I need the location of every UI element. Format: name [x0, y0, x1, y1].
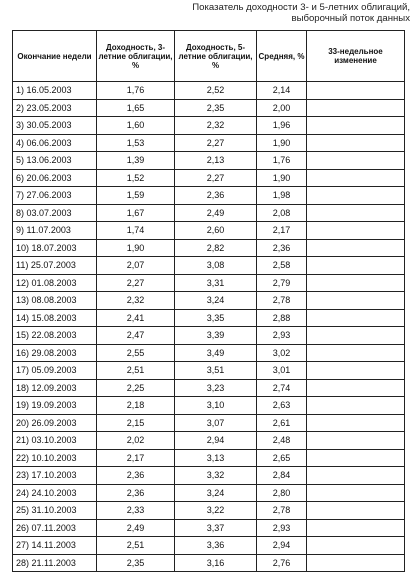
cell-week-end: 26) 07.11.2003	[13, 519, 97, 537]
caption-line-2: выборочный поток данных	[291, 13, 410, 24]
cell-yield-3y: 2,47	[97, 327, 175, 345]
cell-yield-5y: 2,32	[175, 117, 257, 135]
cell-yield-5y: 3,08	[175, 257, 257, 275]
cell-33-week-change	[307, 327, 405, 345]
cell-yield-3y: 2,51	[97, 362, 175, 380]
cell-average: 2,94	[257, 537, 307, 555]
cell-average: 1,90	[257, 169, 307, 187]
cell-yield-5y: 3,51	[175, 362, 257, 380]
cell-week-end: 17) 05.09.2003	[13, 362, 97, 380]
table-row	[13, 99, 405, 117]
cell-yield-5y: 3,07	[175, 414, 257, 432]
cell-33-week-change	[307, 344, 405, 362]
table-caption	[192, 2, 410, 24]
cell-week-end: 25) 31.10.2003	[13, 502, 97, 520]
cell-yield-5y: 2,60	[175, 222, 257, 240]
cell-week-end: 1) 16.05.2003	[13, 82, 97, 100]
header-yield-3y: Доходность, 3-летние облигации, %	[97, 31, 175, 82]
cell-yield-3y: 2,36	[97, 467, 175, 485]
table-row	[13, 327, 405, 345]
cell-week-end: 11) 25.07.2003	[13, 257, 97, 275]
cell-week-end: 24) 24.10.2003	[13, 484, 97, 502]
cell-yield-3y: 2,33	[97, 502, 175, 520]
cell-average: 1,90	[257, 134, 307, 152]
cell-week-end: 13) 08.08.2003	[13, 292, 97, 310]
cell-week-end: 4) 06.06.2003	[13, 134, 97, 152]
cell-yield-5y: 2,49	[175, 204, 257, 222]
cell-yield-3y: 2,27	[97, 274, 175, 292]
cell-33-week-change	[307, 274, 405, 292]
cell-yield-3y: 2,02	[97, 432, 175, 450]
cell-yield-3y: 1,39	[97, 152, 175, 170]
cell-average: 2,88	[257, 309, 307, 327]
table-header-row	[13, 31, 405, 82]
cell-average: 2,08	[257, 204, 307, 222]
cell-yield-3y: 1,59	[97, 187, 175, 205]
table-row	[13, 519, 405, 537]
cell-yield-5y: 2,13	[175, 152, 257, 170]
table-row	[13, 414, 405, 432]
cell-yield-5y: 3,49	[175, 344, 257, 362]
table-row	[13, 467, 405, 485]
cell-33-week-change	[307, 484, 405, 502]
cell-33-week-change	[307, 239, 405, 257]
table-row	[13, 484, 405, 502]
cell-average: 2,63	[257, 397, 307, 415]
cell-33-week-change	[307, 502, 405, 520]
cell-average: 2,84	[257, 467, 307, 485]
table-row	[13, 449, 405, 467]
table-row	[13, 309, 405, 327]
header-week-end: Окончание недели	[13, 31, 97, 82]
cell-average: 2,65	[257, 449, 307, 467]
cell-33-week-change	[307, 432, 405, 450]
table-row	[13, 82, 405, 100]
cell-average: 2,80	[257, 484, 307, 502]
bond-yield-table	[12, 30, 405, 572]
table-row	[13, 239, 405, 257]
table-row	[13, 554, 405, 572]
cell-week-end: 2) 23.05.2003	[13, 99, 97, 117]
cell-week-end: 18) 12.09.2003	[13, 379, 97, 397]
cell-yield-5y: 2,27	[175, 169, 257, 187]
cell-week-end: 22) 10.10.2003	[13, 449, 97, 467]
cell-week-end: 19) 19.09.2003	[13, 397, 97, 415]
cell-33-week-change	[307, 379, 405, 397]
cell-33-week-change	[307, 169, 405, 187]
table-body	[13, 82, 405, 572]
table-row	[13, 432, 405, 450]
cell-average: 2,74	[257, 379, 307, 397]
cell-average: 1,96	[257, 117, 307, 135]
cell-yield-5y: 2,94	[175, 432, 257, 450]
header-yield-5y: Доходность, 5-летние облигации, %	[175, 31, 257, 82]
cell-yield-5y: 3,16	[175, 554, 257, 572]
caption-line-1: Показатель доходности 3- и 5-летних облигаций,	[192, 2, 410, 13]
cell-yield-3y: 1,90	[97, 239, 175, 257]
cell-yield-3y: 2,41	[97, 309, 175, 327]
table-row	[13, 502, 405, 520]
cell-yield-5y: 3,35	[175, 309, 257, 327]
cell-average: 3,02	[257, 344, 307, 362]
cell-average: 2,00	[257, 99, 307, 117]
table-row	[13, 134, 405, 152]
table-row	[13, 169, 405, 187]
cell-yield-5y: 3,13	[175, 449, 257, 467]
cell-week-end: 14) 15.08.2003	[13, 309, 97, 327]
cell-yield-3y: 2,18	[97, 397, 175, 415]
cell-yield-5y: 3,31	[175, 274, 257, 292]
table-row	[13, 204, 405, 222]
cell-yield-3y: 2,36	[97, 484, 175, 502]
cell-yield-3y: 1,53	[97, 134, 175, 152]
cell-average: 1,98	[257, 187, 307, 205]
cell-33-week-change	[307, 82, 405, 100]
cell-33-week-change	[307, 309, 405, 327]
cell-week-end: 12) 01.08.2003	[13, 274, 97, 292]
cell-yield-5y: 3,39	[175, 327, 257, 345]
cell-week-end: 23) 17.10.2003	[13, 467, 97, 485]
cell-33-week-change	[307, 362, 405, 380]
cell-week-end: 20) 26.09.2003	[13, 414, 97, 432]
cell-yield-3y: 2,49	[97, 519, 175, 537]
cell-33-week-change	[307, 117, 405, 135]
cell-average: 2,93	[257, 519, 307, 537]
cell-week-end: 6) 20.06.2003	[13, 169, 97, 187]
cell-average: 2,36	[257, 239, 307, 257]
cell-33-week-change	[307, 187, 405, 205]
cell-33-week-change	[307, 134, 405, 152]
table-row	[13, 257, 405, 275]
cell-33-week-change	[307, 152, 405, 170]
cell-yield-3y: 2,32	[97, 292, 175, 310]
cell-average: 2,93	[257, 327, 307, 345]
cell-average: 2,58	[257, 257, 307, 275]
table-row	[13, 222, 405, 240]
table-row	[13, 362, 405, 380]
table-row	[13, 117, 405, 135]
cell-average: 2,17	[257, 222, 307, 240]
cell-yield-3y: 1,52	[97, 169, 175, 187]
cell-yield-3y: 2,35	[97, 554, 175, 572]
cell-yield-3y: 1,65	[97, 99, 175, 117]
cell-week-end: 15) 22.08.2003	[13, 327, 97, 345]
cell-average: 2,78	[257, 502, 307, 520]
cell-yield-5y: 3,23	[175, 379, 257, 397]
cell-yield-3y: 1,60	[97, 117, 175, 135]
cell-average: 3,01	[257, 362, 307, 380]
cell-yield-5y: 3,22	[175, 502, 257, 520]
cell-yield-3y: 2,07	[97, 257, 175, 275]
cell-yield-3y: 1,67	[97, 204, 175, 222]
header-average: Средняя, %	[257, 31, 307, 82]
cell-week-end: 9) 11.07.2003	[13, 222, 97, 240]
table-row	[13, 187, 405, 205]
cell-yield-3y: 2,51	[97, 537, 175, 555]
table-row	[13, 537, 405, 555]
cell-33-week-change	[307, 397, 405, 415]
table-row	[13, 274, 405, 292]
cell-yield-5y: 3,24	[175, 484, 257, 502]
cell-yield-5y: 3,32	[175, 467, 257, 485]
cell-week-end: 8) 03.07.2003	[13, 204, 97, 222]
cell-average: 2,76	[257, 554, 307, 572]
cell-33-week-change	[307, 257, 405, 275]
table-row	[13, 152, 405, 170]
cell-yield-3y: 2,55	[97, 344, 175, 362]
cell-33-week-change	[307, 222, 405, 240]
cell-33-week-change	[307, 99, 405, 117]
cell-week-end: 16) 29.08.2003	[13, 344, 97, 362]
table-row	[13, 344, 405, 362]
cell-week-end: 5) 13.06.2003	[13, 152, 97, 170]
cell-33-week-change	[307, 467, 405, 485]
cell-33-week-change	[307, 449, 405, 467]
cell-yield-5y: 2,82	[175, 239, 257, 257]
cell-average: 1,76	[257, 152, 307, 170]
cell-average: 2,61	[257, 414, 307, 432]
cell-yield-5y: 3,37	[175, 519, 257, 537]
cell-week-end: 3) 30.05.2003	[13, 117, 97, 135]
cell-week-end: 10) 18.07.2003	[13, 239, 97, 257]
cell-yield-5y: 2,36	[175, 187, 257, 205]
cell-yield-5y: 3,24	[175, 292, 257, 310]
cell-average: 2,79	[257, 274, 307, 292]
cell-33-week-change	[307, 414, 405, 432]
cell-33-week-change	[307, 519, 405, 537]
cell-yield-5y: 3,36	[175, 537, 257, 555]
table-row	[13, 379, 405, 397]
cell-week-end: 28) 21.11.2003	[13, 554, 97, 572]
cell-33-week-change	[307, 554, 405, 572]
header-33-week-change: 33-недельное изменение	[307, 31, 405, 82]
cell-yield-3y: 2,25	[97, 379, 175, 397]
cell-yield-3y: 1,76	[97, 82, 175, 100]
cell-33-week-change	[307, 537, 405, 555]
cell-33-week-change	[307, 204, 405, 222]
cell-yield-5y: 2,27	[175, 134, 257, 152]
cell-33-week-change	[307, 292, 405, 310]
cell-week-end: 27) 14.11.2003	[13, 537, 97, 555]
cell-yield-3y: 2,17	[97, 449, 175, 467]
cell-yield-5y: 2,52	[175, 82, 257, 100]
cell-week-end: 21) 03.10.2003	[13, 432, 97, 450]
cell-yield-3y: 1,74	[97, 222, 175, 240]
cell-average: 2,78	[257, 292, 307, 310]
cell-week-end: 7) 27.06.2003	[13, 187, 97, 205]
cell-yield-5y: 2,35	[175, 99, 257, 117]
table-row	[13, 292, 405, 310]
table-row	[13, 397, 405, 415]
cell-yield-3y: 2,15	[97, 414, 175, 432]
cell-average: 2,14	[257, 82, 307, 100]
cell-yield-5y: 3,10	[175, 397, 257, 415]
cell-average: 2,48	[257, 432, 307, 450]
